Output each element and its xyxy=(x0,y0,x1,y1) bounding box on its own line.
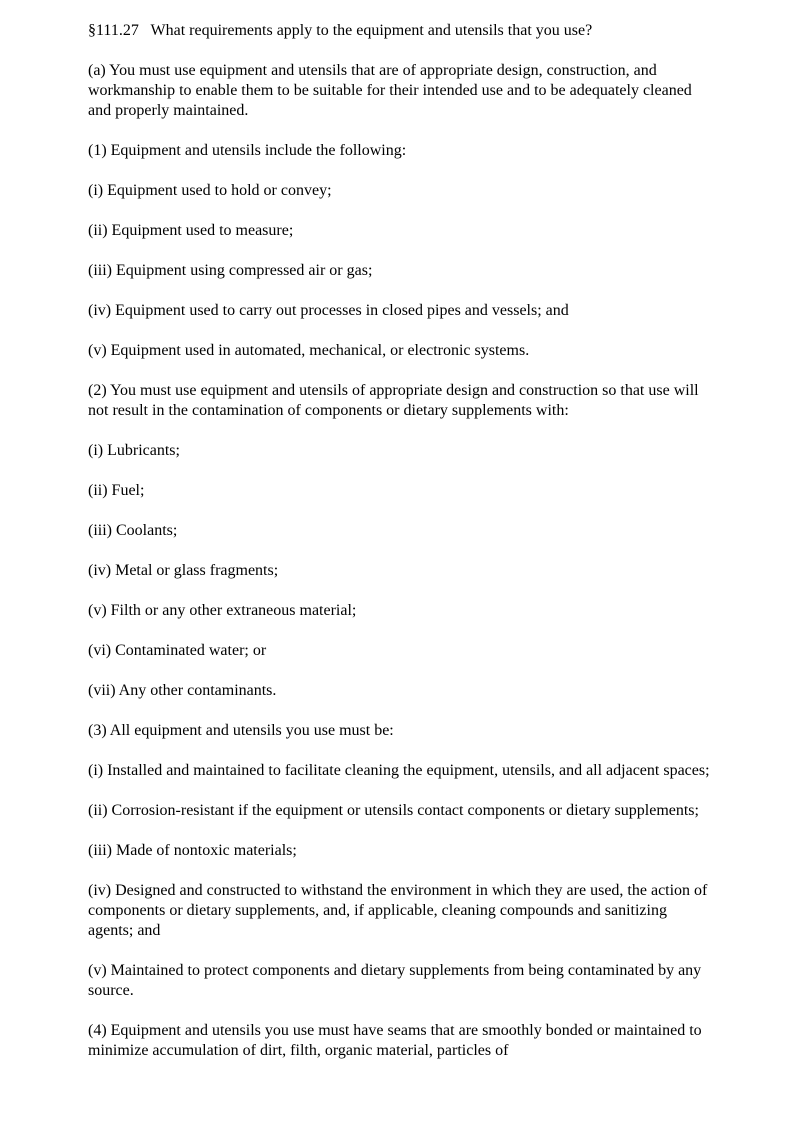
paragraph-a1-ii: (ii) Equipment used to measure; xyxy=(88,222,294,239)
paragraph-a2-i: (i) Lubricants; xyxy=(88,442,180,459)
paragraph-a2-iii: (iii) Coolants; xyxy=(88,522,178,539)
paragraph-a1-iii: (iii) Equipment using compressed air or gas; xyxy=(88,262,373,279)
paragraph-a2-iv: (iv) Metal or glass fragments; xyxy=(88,562,279,579)
paragraph-a2-ii: (ii) Fuel; xyxy=(88,482,145,499)
paragraph-a3-i: (i) Installed and maintained to facilitate cleaning the equipment, utensils, and all adjacent spaces; xyxy=(88,762,710,779)
section-heading: §111.27 What requirements apply to the equipment and utensils that you use? xyxy=(88,22,593,39)
paragraph-a3-ii: (ii) Corrosion-resistant if the equipment or utensils contact components or dietary supplements; xyxy=(88,802,699,819)
paragraph-a2-vi: (vi) Contaminated water; or xyxy=(88,642,267,659)
paragraph-a3: (3) All equipment and utensils you use must be: xyxy=(88,722,394,739)
paragraph-a2-vii: (vii) Any other contaminants. xyxy=(88,682,277,699)
paragraph-a3-iii: (iii) Made of nontoxic materials; xyxy=(88,842,297,859)
paragraph-a3-v: (v) Maintained to protect components and dietary supplements from being contaminated by any source. xyxy=(88,962,702,999)
paragraph-a: (a) You must use equipment and utensils that are of appropriate design, construction, and workmanship to enable them to be suitable for their intended use and to be adequately cleaned and properly maintained. xyxy=(88,62,692,119)
paragraph-a2-v: (v) Filth or any other extraneous material; xyxy=(88,602,357,619)
document-page xyxy=(88,21,712,1081)
paragraph-a1: (1) Equipment and utensils include the following: xyxy=(88,142,407,159)
paragraph-a1-i: (i) Equipment used to hold or convey; xyxy=(88,182,332,199)
paragraph-a3-iv: (iv) Designed and constructed to withstand the environment in which they are used, the action of components or dietary supplements, and, if applicable, cleaning compounds and sanitizing agents; and xyxy=(88,882,708,939)
paragraph-a1-v: (v) Equipment used in automated, mechanical, or electronic systems. xyxy=(88,342,530,359)
paragraph-a1-iv: (iv) Equipment used to carry out processes in closed pipes and vessels; and xyxy=(88,302,569,319)
paragraph-a2: (2) You must use equipment and utensils of appropriate design and construction so that use will not result in the contamination of components or dietary supplements with: xyxy=(88,382,699,419)
paragraph-a4: (4) Equipment and utensils you use must have seams that are smoothly bonded or maintained to minimize accumulation of dirt, filth, organic material, particles of xyxy=(88,1022,702,1059)
